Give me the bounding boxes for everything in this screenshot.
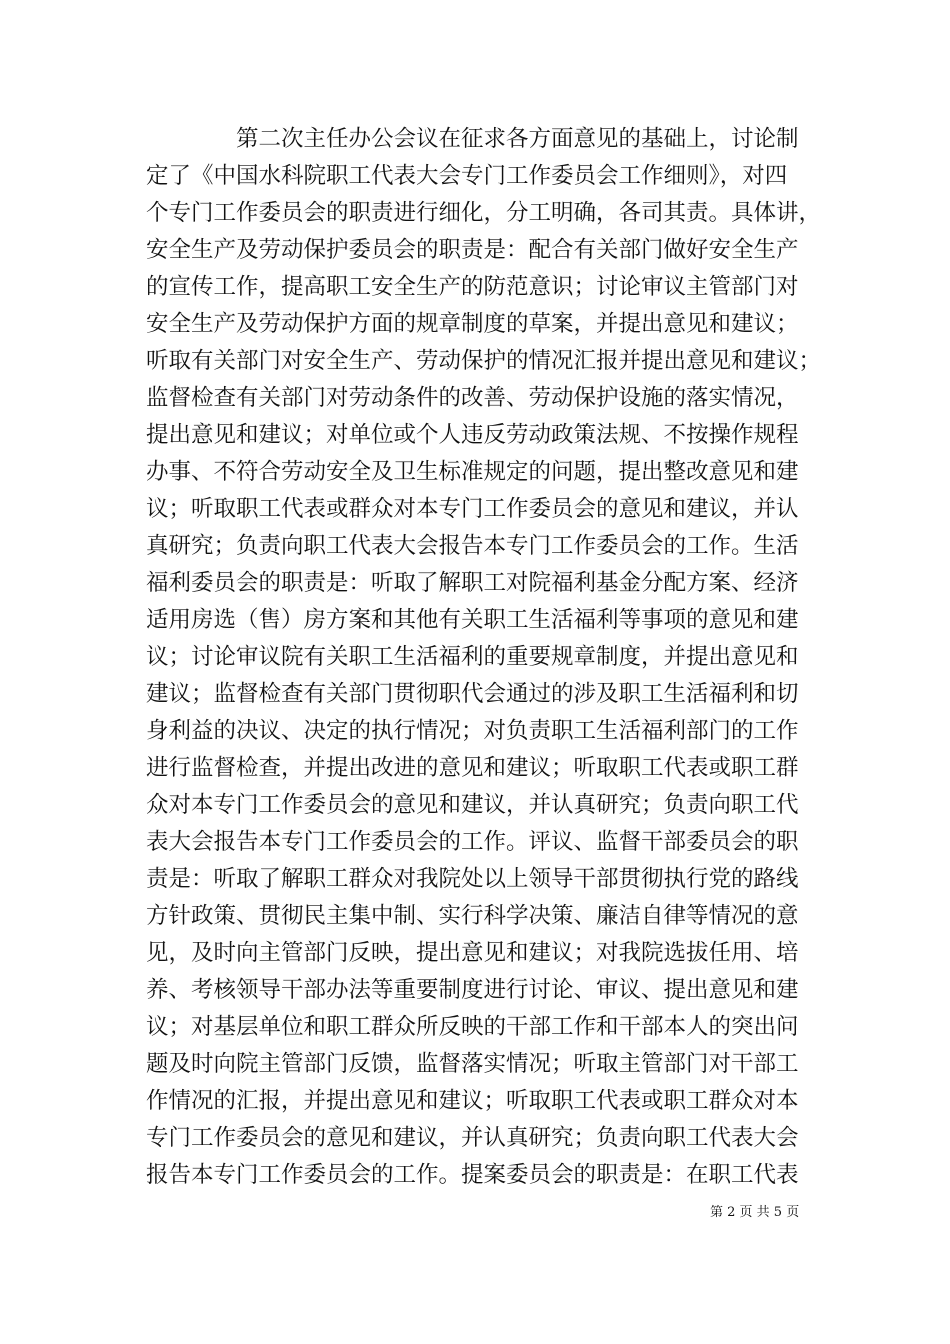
text-line: 身利益的决议、决定的执行情况；对负责职工生活福利部门的工作 [146,718,799,744]
text-line: 提出意见和建议；对单位或个人违反劳动政策法规、不按操作规程 [146,422,799,448]
body-paragraph [146,121,822,1194]
page-number-footer: 第 2 页 共 5 页 [710,1205,800,1220]
text-line: 作情况的汇报，并提出意见和建议；听取职工代表或职工群众对本 [146,1088,799,1114]
text-line: 监督检查有关部门对劳动条件的改善、劳动保护设施的落实情况， [146,385,799,411]
text-line: 定了《中国水科院职工代表大会专门工作委员会工作细则》，对四 [146,163,788,189]
text-line: 进行监督检查，并提出改进的意见和建议；听取职工代表或职工群 [146,755,799,781]
text-line: 个专门工作委员会的职责进行细化，分工明确，各司其责。具体讲， [146,200,822,226]
text-line: 众对本专门工作委员会的意见和建议，并认真研究；负责向职工代 [146,792,799,818]
text-line: 题及时向院主管部门反馈，监督落实情况；听取主管部门对干部工 [146,1051,799,1077]
text-line: 适用房选（售）房方案和其他有关职工生活福利等事项的意见和建 [146,607,799,633]
text-line: 报告本专门工作委员会的工作。提案委员会的职责是：在职工代表 [146,1162,799,1188]
text-line: 建议；监督检查有关部门贯彻职代会通过的涉及职工生活福利和切 [146,681,799,707]
text-line: 安全生产及劳动保护委员会的职责是：配合有关部门做好安全生产 [146,237,799,263]
text-line: 的宣传工作，提高职工安全生产的防范意识；讨论审议主管部门对 [146,274,799,300]
text-line: 专门工作委员会的意见和建议，并认真研究；负责向职工代表大会 [146,1125,799,1151]
text-line: 表大会报告本专门工作委员会的工作。评议、监督干部委员会的职 [146,829,799,855]
text-line: 议；讨论审议院有关职工生活福利的重要规章制度，并提出意见和 [146,644,799,670]
text-line: 听取有关部门对安全生产、劳动保护的情况汇报并提出意见和建议； [146,348,822,374]
text-line: 议；对基层单位和职工群众所反映的干部工作和干部本人的突出问 [146,1014,799,1040]
text-line: 养、考核领导干部办法等重要制度进行讨论、审议、提出意见和建 [146,977,799,1003]
text-line: 方针政策、贯彻民主集中制、实行科学决策、廉洁自律等情况的意 [146,903,799,929]
text-line: 真研究；负责向职工代表大会报告本专门工作委员会的工作。生活 [146,533,799,559]
text-line: 责是：听取了解职工群众对我院处以上领导干部贯彻执行党的路线 [146,866,799,892]
text-line: 见，及时向主管部门反映，提出意见和建议；对我院选拔任用、培 [146,940,799,966]
text-line: 安全生产及劳动保护方面的规章制度的草案，并提出意见和建议； [146,311,799,337]
text-line: 办事、不符合劳动安全及卫生标准规定的问题，提出整改意见和建 [146,459,799,485]
text-line: 福利委员会的职责是：听取了解职工对院福利基金分配方案、经济 [146,570,799,596]
text-line: 第二次主任办公会议在征求各方面意见的基础上，讨论制 [236,126,799,152]
text-line: 议；听取职工代表或群众对本专门工作委员会的意见和建议，并认 [146,496,799,522]
